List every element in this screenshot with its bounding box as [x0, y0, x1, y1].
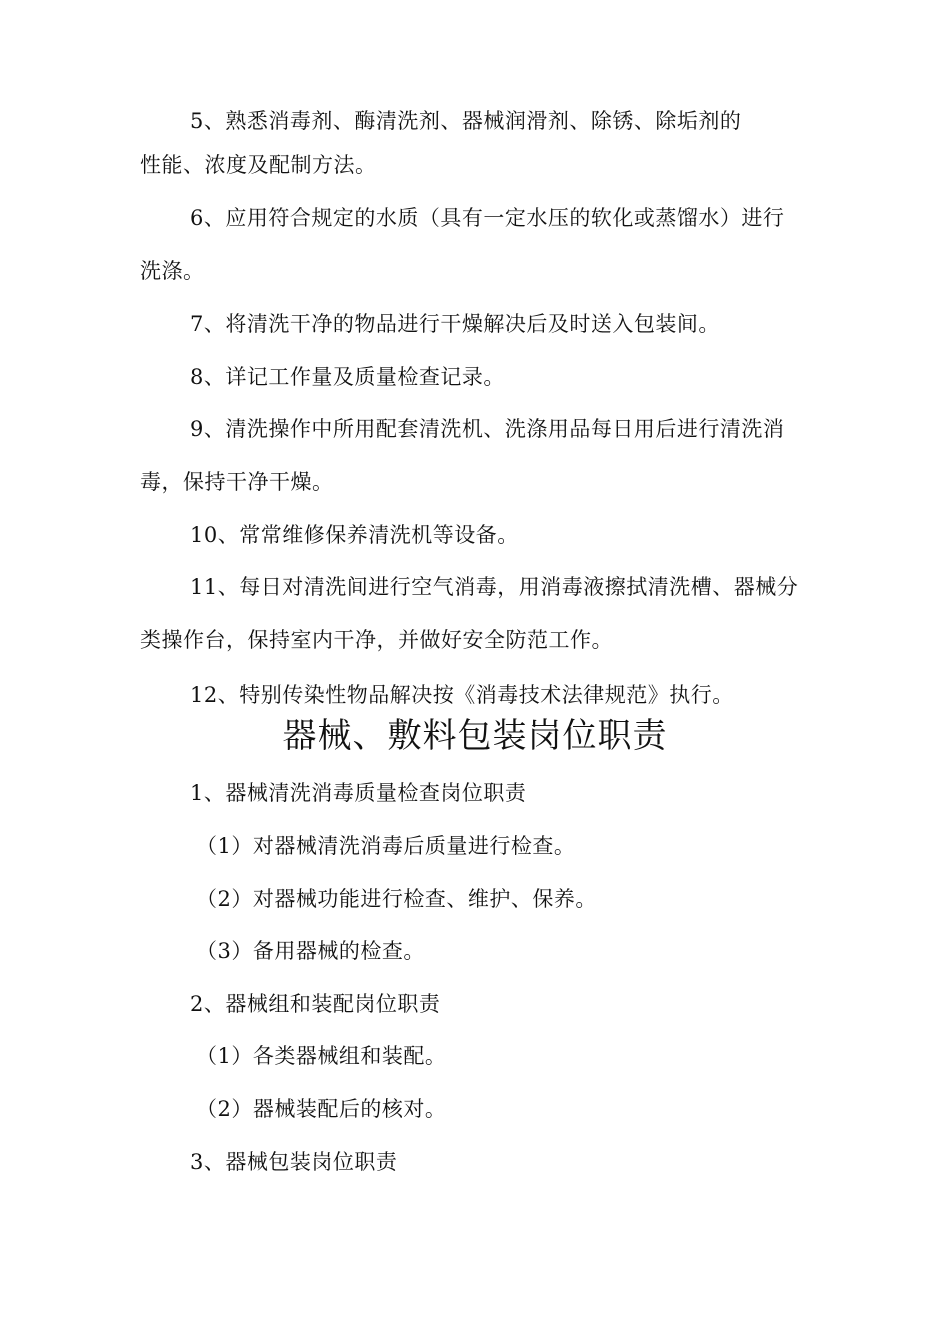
- section-item: 3、器械包装岗位职责: [190, 1150, 398, 1174]
- section-subitem: （1）对器械清洗消毒后质量进行检查。: [196, 834, 576, 858]
- section-item: 2、器械组和装配岗位职责: [190, 992, 441, 1016]
- item-11-line-1: 11、每日对清洗间进行空气消毒，用消毒液擦拭清洗槽、器械分: [190, 575, 799, 599]
- item-11-line-2: 类操作台，保持室内干净，并做好安全防范工作。: [140, 628, 613, 652]
- section-subitem: （2）器械装配后的核对。: [196, 1097, 447, 1121]
- item-7: 7、将清洗干净的物品进行干燥解决后及时送入包装间。: [190, 312, 720, 336]
- section-title: 器械、敷料包装岗位职责: [282, 716, 668, 756]
- item-10: 10、常常维修保养清洗机等设备。: [190, 523, 519, 547]
- item-6-line-1: 6、应用符合规定的水质（具有一定水压的软化或蒸馏水）进行: [190, 206, 785, 230]
- item-8: 8、详记工作量及质量检查记录。: [190, 365, 505, 389]
- item-9-line-1: 9、清洗操作中所用配套清洗机、洗涤用品每日用后进行清洗消: [190, 417, 785, 441]
- section-subitem: （1）各类器械组和装配。: [196, 1044, 447, 1068]
- item-5-line-1: 5、熟悉消毒剂、酶清洗剂、器械润滑剂、除锈、除垢剂的: [190, 109, 742, 133]
- section-item: 1、器械清洗消毒质量检查岗位职责: [190, 781, 527, 805]
- item-9-line-2: 毒，保持干净干燥。: [140, 470, 334, 494]
- section-subitem: （3）备用器械的检查。: [196, 939, 425, 963]
- item-6-line-2: 洗涤。: [140, 259, 205, 283]
- item-12: 12、特别传染性物品解决按《消毒技术法律规范》执行。: [190, 683, 734, 707]
- section-subitem: （2）对器械功能进行检查、维护、保养。: [196, 887, 597, 911]
- item-5-line-2: 性能、浓度及配制方法。: [140, 153, 377, 177]
